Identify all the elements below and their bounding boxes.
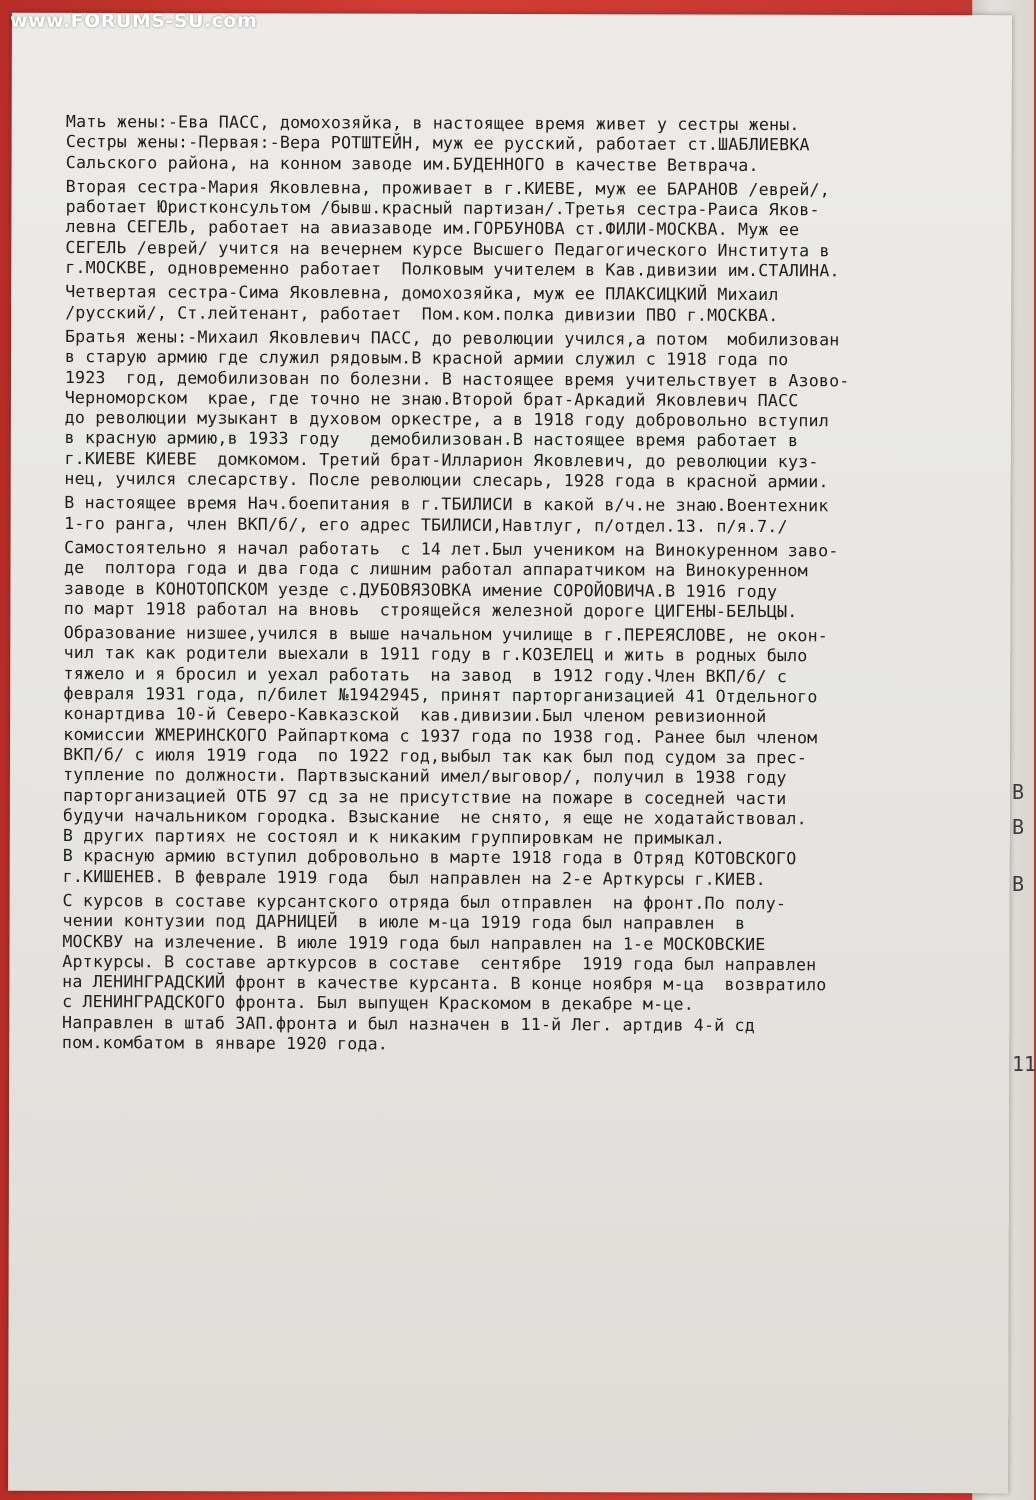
document-line: Мать жены:-Ева ПАСС, домохозяйка, в настоящее время живет у сестры жены. (65, 112, 800, 135)
document-line: по март 1918 работал на вновь строящейся железной дороге ЦИГЕНЫ-БЕЛЬЦЫ. (63, 598, 798, 622)
document-line: с ЛЕНИНГРАДСКОГО фронта. Был выпущен Краскомом в декабре м-це. (62, 992, 694, 1015)
document-line: на ЛЕНИНГРАДСКИЙ фронт в качестве курсанта. В конце ноября м-ца возвратило (62, 972, 827, 995)
document-line: С курсов в составе курсантского отряда был отправлен на фронт.По полу- (62, 890, 787, 914)
site-watermark: www.FORUMS-SU.com (10, 10, 258, 32)
document-line: СЕГЕЛЬ /еврей/ учится на вечернем курсе Высшего Педагогического Института в (65, 237, 830, 261)
document-line: В красную армию вступил добровольно в марте 1918 года в Отряд КОТОВСКОГО (62, 846, 797, 869)
document-line: комиссии ЖМЕРИНСКОГО Райпарткома с 1937 года по 1938 год. Ранее был членом (63, 724, 818, 747)
document-line: МОСКВУ на излечение. В июле 1919 года был направлен на 1-е МОСКОВСКИЕ (62, 931, 766, 954)
adjacent-page-mark: 11 (1012, 1052, 1036, 1076)
document-line: г.КИШЕНЕВ. В феврале 1919 года был направлен на 2-е Арткурсы г.КИЕВ. (62, 866, 766, 889)
adjacent-page-mark: В (1012, 815, 1025, 839)
document-line: В настоящее время Нач.боепитания в г.ТБИЛИСИ в какой в/ч.не знаю.Воентехник (64, 493, 829, 516)
document-line: Арткурсы. В составе арткурсов в составе сентябре 1919 года был направлен (62, 951, 817, 975)
document-line: Братья жены:-Михаил Яковлевич ПАСС, до революции учился,а потом мобилизован (64, 326, 840, 350)
document-line: работает Юристконсультом /бывш.красный партизан/.Третья сестра-Раиса Яков- (65, 197, 820, 220)
document-line: тяжело и я бросил и уехал работать на завод в 1912 году.Член ВКП/б/ с (63, 663, 788, 686)
document-line: в красную армию,в 1933 году демобилизован.В настоящее время работает в (64, 428, 799, 451)
document-line: г.КИЕВЕ КИЕВЕ домкомом. Третий брат-Илларион Яковлевич, до революции куз- (64, 448, 819, 472)
document-line: будучи начальником городка. Взыскание не снято, я еще не ходатайствовал. (62, 805, 807, 829)
document-line: В других партиях не состоял и к никаким группировкам не примыкал. (62, 826, 726, 848)
document-line: ВКП/б/ с июля 1919 года по 1922 год,выбыл так как был под судом за прес- (63, 744, 808, 768)
document-line: 1923 год, демобилизован по болезни. В настоящее время учительствует в Азово- (64, 367, 850, 390)
document-line: левна СЕГЕЛЬ, работает на авиазаводе им.ГОРБУНОВА ст.ФИЛИ-МОСКВА. Муж ее (65, 217, 800, 240)
document-line: тупление по должности. Партвзысканий имел/выговор/, получил в 1938 году (63, 765, 787, 788)
document-line: 1-го ранга, член ВКП/б/, его адрес ТБИЛИСИ,Навтлуг, п/отдел.13. п/я.7./ (64, 513, 788, 536)
document-line: заводе в КОНОТОПСКОМ уезде с.ДУБОВЯЗОВКА имение СОРОЙОВИЧА.В 1916 году (63, 578, 778, 601)
document-line: Сестры жены:-Первая:-Вера РОТШТЕЙН, муж ее русский, работает ст.ШАБЛИЕВКА (65, 132, 810, 155)
document-line: до революции музыкант в духовом оркестре, а в 1918 году добровольно вступил (64, 408, 829, 431)
document-line: конартдива 10-й Северо-Кавказской кав.дивизии.Был членом ревизионной (63, 704, 767, 727)
document-line: г.МОСКВЕ, одновременно работает Полковым учителем в Кав.дивизии им.СТАЛИНА. (65, 258, 840, 281)
document-line: Четвертая сестра-Сима Яковлевна, домохозяйка, муж ее ПЛАКСИЦКИЙ Михаил (65, 282, 779, 305)
document-line: чил так как родители выехали в 1911 году в г.КОЗЕЛЕЦ и жить в родных было (63, 643, 808, 666)
document-line: де полтора года и два года с лишним работал аппаратчиком на Винокуренном (63, 558, 808, 581)
document-line: парторганизацией ОТБ 97 сд за не присутствие на пожаре в соседней части (62, 785, 787, 808)
document-line: Черноморском крае, где точно не знаю.Второй брат-Аркадий Яковлевич ПАСС (64, 387, 799, 411)
adjacent-page-mark: В (1012, 780, 1025, 804)
document-line: Сальского района, на конном заводе им.БУДЕННОГО в качестве Ветврача. (65, 152, 759, 175)
document-line: в старую армию где служил рядовым.В красной армии служил с 1918 года по (64, 347, 789, 370)
adjacent-page-mark: В (1012, 872, 1025, 896)
document-body (62, 112, 991, 1057)
document-line: /русский/, Ст.лейтенант, работает Пом.ком.полка дивизии ПВО г.МОСКВА. (65, 302, 779, 325)
document-line: нец, учился слесарству. После революции слесарь, 1928 года в красной армии. (64, 469, 829, 492)
document-line: Направлен в штаб ЗАП.фронта и был назначен в 11-й Лег. артдив 4-й сд (61, 1012, 756, 1035)
document-line: Вторая сестра-Мария Яковлевна, проживает в г.КИЕВЕ, муж ее БАРАНОВ /еврей/, (65, 176, 830, 200)
document-line: Образование низшее,учился в выше начальном училище в г.ПЕРЕЯСЛОВЕ, не окон- (63, 623, 829, 646)
document-line: чении контузии под ДАРНИЦЕЙ в июле м-ца 1919 года был направлен в (62, 911, 746, 934)
document-line: февраля 1931 года, п/билет №1942945, принят парторганизацией 41 Отдельного (63, 684, 818, 707)
document-line: Самостоятельно я начал работать с 14 лет.Был учеником на Винокуренном заво- (64, 537, 839, 561)
document-line: пом.комбатом в январе 1920 года. (61, 1033, 389, 1054)
